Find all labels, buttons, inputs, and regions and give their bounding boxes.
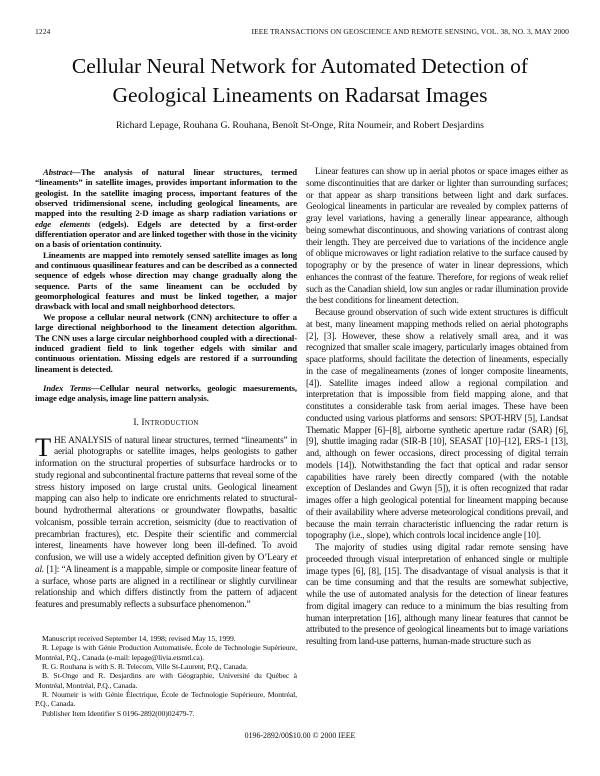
paper-title: Cellular Neural Network for Automated Detection of Geological Lineaments on Radarsat Images	[71, 54, 529, 107]
abstract-text-1a: The analysis of natural linear structures, termed “lineaments” in satellite images, provides important information to the geologist. In the satellite imaging process, important features of the observed tridimensional scene, including geological lineaments, are mapped into the resulting 2-D image as sharp radiation variations or	[35, 167, 297, 219]
section-title: Introduction	[141, 416, 199, 428]
right-column	[306, 167, 568, 716]
introduction-text-a: of natural linear structures, termed “lineaments” in aerial photographs or satellite images, helps geologists to gather information on the structural properties of subsurface hardrocks or to study regional and subcontinental fracture patterns that reveal some of the stress history imposed on large crustal units. Geological lineament mapping can also help to indicate ore enrichments related to structural-bound hydrothermal alterations or groundwater flowpaths, basaltic volcanism, possible terrain accretion, seismicity (due to reactivation of precambrian fractures), etc. Despite their scientific and commercial interest, lineaments have however long been ill-defined. To avoid confusion, we will use a widely accepted definition given by O’Leary	[35, 435, 297, 564]
abstract-paragraph-3: We propose a cellular neural network (CNN) architecture to offer a large directional neighborhood to the lineament detection algorithm. The CNN uses a large circular neighborhood coupled with a directional-induced gradient field to link together edgels with similar and continuous orientation. Missing edgels are restored if a surrounding lineament is detected.	[35, 311, 297, 374]
introduction-etal: et al.	[35, 553, 297, 575]
body-paragraph-2: Because ground observation of such wide extent structures is difficult at best, many lineament mapping methods relied on aerial photographs [2], [3]. However, these show a relatively small area, and it was recognized that smaller scale imagery, particularly images obtained from space platforms, should facilitate the detection of lineaments, especially in the case of megalineaments (zones of longer composite lineaments, [4]). Satellite images indeed allow a regional compilation and interpretation that is impossible from field mapping alone, and that constitutes a considerable task from aerial images. These have been conducted using various platforms and sensors: SPOT-HRV [5], Landsat Thematic Mapper [6]–[8], airborne synthetic aperture radar (SAR) [6], [9], shuttle imaging radar (SIR-B [10], SEASAT [10]–[12], ERS-1 [13], and, although on fewer occasions, direct processing of digital terrain models [14]). Notwithstanding the fact that optical and radar sensor capabilities have rarely been directly compared (with the notable exception of Deslandes and Gwyn [5]), it is often recognized that radar images offer a high geological potential for lineament mapping because of their availability where adverse meteorological conditions prevail, and because the main terrain characteristic influencing the radar return is topography (i.e., slope), which controls local incidence angle [10].	[306, 308, 568, 542]
page-header	[35, 27, 569, 36]
footnote-affiliation-noumeir: R. Noumeir is with Génie Électrique, École de Technologie Supérieure, Montréal, P.Q., Canada.	[35, 690, 297, 709]
footnote-affiliation-lepage: R. Lepage is with Génie Production Automatisée, École de Technologie Supérieure, Montréal, P.Q., Canada (e-mail: lepage@livia.etsmtl.ca).	[35, 643, 297, 662]
authors-line: Richard Lepage, Rouhana G. Rouhana, Benoît St-Onge, Rita Noumeir, and Robert Desjardins	[116, 120, 484, 131]
abstract-italic-term: edge elements	[35, 218, 91, 229]
section-number: I.	[133, 416, 139, 428]
abstract-label: Abstract—	[43, 167, 81, 177]
page-number: 1224	[35, 27, 51, 36]
journal-title: IEEE TRANSACTIONS ON GEOSCIENCE AND REMOTE SENSING, VOL. 38, NO. 3, MAY 2000	[251, 27, 569, 36]
index-terms	[35, 383, 297, 404]
index-terms-label: Index Terms—	[43, 382, 100, 393]
body-paragraph-1: Linear features can show up in aerial photos or space images either as some discontinuities that are darker or lighter than surrounding surfaces; or that appear as sharp transitions between light and dark surfaces. Geological lineaments in particular are revealed by complex patterns of gray level variations, having a generally linear appearance, although being somewhat discontinuous, and showing variations of contrast along their length. They are perceived due to variations of the incidence angle of oblique microwaves or light radiation relative to the surface caused by topography or by the presence of water in linear depressions, which enhances the contrast of the feature. Therefore, for regions of weak relief such as the Canadian shield, low sun angles or radar illumination provide the best conditions for lineament detection.	[306, 167, 568, 307]
section-heading-introduction	[35, 417, 297, 428]
drop-cap: T	[35, 431, 52, 462]
left-column	[35, 167, 297, 630]
abstract-paragraph-1	[35, 167, 297, 250]
index-terms-text: Cellular neural networks, geologic maesurements, image edge analysis, image line pattern analysis.	[35, 382, 297, 404]
footnote-affiliation-rouhana: R. G. Rouhana is with S. R. Telecom, Ville St-Laurent, P.Q., Canada.	[42, 662, 248, 672]
body-paragraph-3: The majority of studies using digital radar remote sensing have proceeded through visual interpretation of enhanced single or multiple image types [6], [8], [15]. The disadvantage of visual analysis is that it can be time consuming and that the results are somewhat subjective, while the use of automated analysis for the detection of linear features from digital imagery can reduce to a minimum the bias resulting from human interpretation [16], although many linear features that cannot be attributed to the presence of geological lineaments but to image variations resulting from land-use patterns, human-made structure such as	[306, 543, 568, 647]
footnote-publisher-id: Publisher Item Identifier S 0196-2892(00)02479-7.	[42, 708, 195, 718]
introduction-lead-caps: HE ANALYSIS	[54, 435, 112, 446]
footnote-affiliation-stonge-desjardins: B. St-Onge and R. Desjardins are with Géographie, Université du Québec à Montréal, Montréal, P.Q., Canada.	[35, 671, 297, 690]
introduction-paragraph	[35, 431, 297, 612]
abstract-text-1b: (edgels). Edgels are detected by a first-order differentiation operator and are linked together with those in the vicinity on a basis of orientation continuity.	[35, 218, 297, 250]
introduction-text-b: [1]: “A lineament is a mappable, simple or composite linear feature of a surface, whose parts are aligned in a rectilinear or slightly curvilinear relationship and which differs distinctly from the pattern of adjacent features and presumably reflects a subsurface phenomenon.”	[35, 564, 297, 611]
footnote-manuscript: Manuscript received September 14, 1998; revised May 15, 1999.	[42, 634, 236, 643]
abstract-paragraph-2: Lineaments are mapped into remotely sensed satellite images as long and continuous quasilinear features and can be described as a connected sequence of edgels whose direction may change gradually along the sequence. Parts of the same lineament can be occluded by geomorphological features and must be linked together, a major drawback with local and small neighborhood detectors.	[35, 249, 297, 312]
copyright-footer: 0196-2892/00$10.00 © 2000 IEEE	[244, 731, 356, 740]
footnotes-block	[35, 634, 297, 718]
